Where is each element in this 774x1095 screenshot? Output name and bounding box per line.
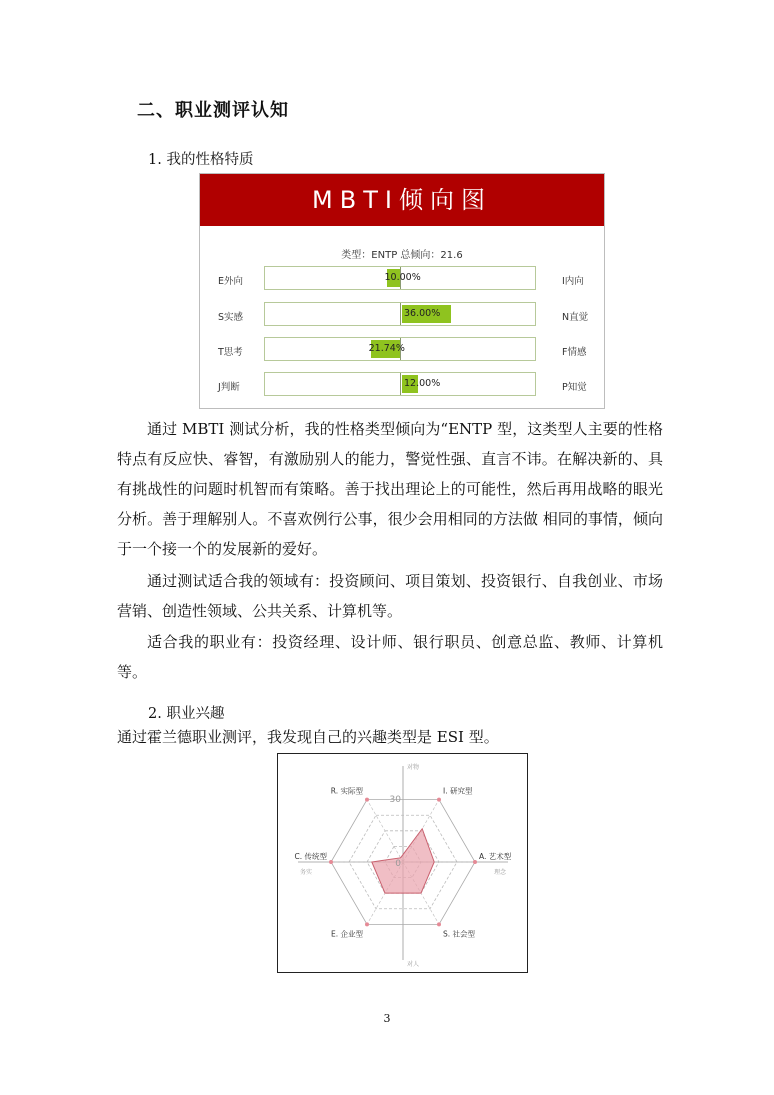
personality-paragraph: 通过 MBTI 测试分析，我的性格类型倾向为“ENTP 型，这类型人主要的性格特点有反应快、睿智，有激励别人的能力，警觉性强、直言不讳。在解决新的、具有挑战性的问题时机智而有策略。善于找出理论上的可能性，然后再用战略的眼光分析。善于理解别人。不喜欢例行公事，很少会用相同的方法做 相同的事情，倾向于一个接一个的发展新的爱好。	[117, 420, 663, 558]
radar-svg	[278, 754, 529, 974]
radar-vertex-label: I. 研究型	[443, 786, 473, 796]
mbti-center-line	[400, 373, 401, 395]
mbti-row	[200, 302, 604, 328]
mbti-left-label: J判断	[218, 382, 240, 393]
mbti-value-label: 21.74%	[368, 343, 405, 354]
radar-vertex-dot	[437, 798, 441, 802]
radar-vertex-dot	[437, 922, 441, 926]
mbti-value-label: 36.00%	[404, 308, 441, 319]
radar-axis-bottom-label: 对人	[407, 961, 420, 968]
fields-paragraph: 通过测试适合我的领域有：投资顾问、项目策划、投资银行、自我创业、市场营销、创造性领域、公共关系、计算机等。	[117, 572, 663, 620]
radar-vertex-dot	[365, 798, 369, 802]
page-number: 3	[383, 1012, 391, 1025]
mbti-chart	[199, 173, 605, 409]
mbti-row	[200, 337, 604, 363]
radar-axis-top-label: 对物	[407, 764, 420, 771]
radar-vertex-dot	[329, 860, 333, 864]
mbti-bar-track	[264, 302, 536, 326]
mbti-row	[200, 372, 604, 398]
radar-scale-zero-label: 0	[395, 859, 401, 869]
mbti-bar-track	[264, 372, 536, 396]
radar-vertex-dot	[473, 860, 477, 864]
mbti-left-label: S实感	[218, 312, 244, 323]
mbti-right-label: F情感	[562, 347, 587, 358]
mbti-center-line	[400, 303, 401, 325]
radar-vertex-label: E. 企业型	[330, 929, 363, 939]
radar-vertex-label: A. 艺术型	[479, 852, 512, 861]
radar-vertex-label: R. 实际型	[330, 786, 363, 796]
mbti-right-label: N直觉	[562, 312, 589, 323]
holland-radar-chart	[277, 753, 528, 973]
mbti-left-label: E外向	[218, 276, 244, 287]
subsection-personality: 1. 我的性格特质	[148, 152, 254, 168]
subsection-interest: 2. 职业兴趣	[148, 706, 225, 722]
radar-axis-right-label: 理念	[493, 869, 506, 876]
mbti-row	[200, 266, 604, 292]
radar-vertex-label: C. 传统型	[294, 852, 327, 861]
mbti-bar-track	[264, 266, 536, 290]
mbti-value-label: 10.00%	[384, 272, 421, 283]
mbti-right-label: P知觉	[562, 382, 587, 393]
radar-axis-left-label: 务实	[300, 869, 313, 876]
radar-scale-max-label: 30	[389, 795, 401, 805]
interest-paragraph: 通过霍兰德职业测评，我发现自己的兴趣类型是 ESI 型。	[117, 728, 499, 746]
mbti-summary: 类型：ENTP 总倾向：21.6	[341, 250, 463, 261]
careers-paragraph: 适合我的职业有：投资经理、设计师、银行职员、创意总监、教师、计算机等。	[117, 633, 663, 681]
radar-vertex-dot	[365, 922, 369, 926]
mbti-title: MBTI倾向图	[200, 174, 604, 226]
mbti-right-label: I内向	[562, 276, 584, 287]
section-title: 二、职业测评认知	[137, 100, 289, 121]
mbti-left-label: T思考	[218, 347, 243, 358]
radar-vertex-label: S. 社会型	[443, 929, 476, 939]
mbti-bar-track	[264, 337, 536, 361]
mbti-value-label: 12.00%	[404, 378, 441, 389]
